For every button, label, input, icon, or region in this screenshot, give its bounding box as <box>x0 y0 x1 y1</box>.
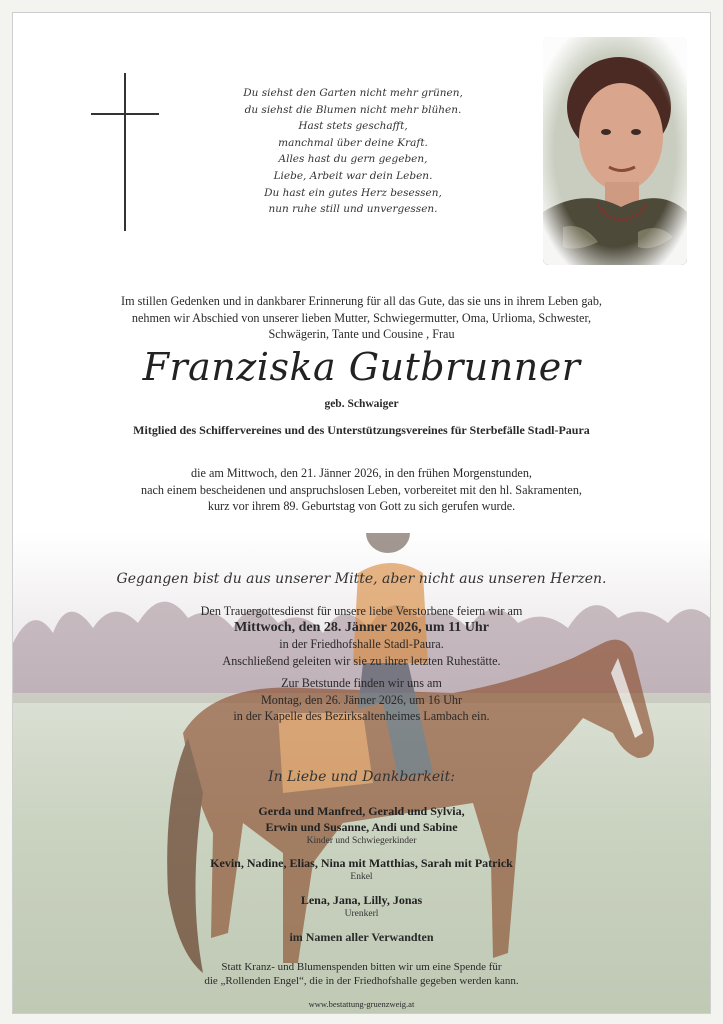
poem-line: Liebe, Arbeit war dein Leben. <box>273 169 433 182</box>
great-grandchildren-role: Urenkerl <box>344 909 379 919</box>
death-notice <box>53 465 670 515</box>
relatives-line: im Namen aller Verwandten <box>289 930 434 944</box>
service-after: Anschließend geleiten wir sie zu ihrer letzten Ruhestätte. <box>222 653 501 668</box>
donation-line: Statt Kranz- und Blumenspenden bitten wir um eine Spende für <box>221 961 502 973</box>
family-grandchildren <box>53 855 670 884</box>
prayer-date: Montag, den 26. Jänner 2026, um 16 Uhr <box>260 692 463 707</box>
poem-line: Du hast ein gutes Herz besessen, <box>264 186 442 199</box>
prayer-place: in der Kapelle des Bezirksaltenheimes Lambach ein. <box>233 709 490 723</box>
funeral-service <box>53 603 670 669</box>
portrait-photo <box>543 37 687 265</box>
intro-line: Im stillen Gedenken und in dankbarer Erinnerung für all das Gute, das sie uns in ihrem Leben gab, <box>121 294 602 308</box>
great-grandchildren-names: Lena, Jana, Lilly, Jonas <box>300 893 423 907</box>
family-great-grandchildren <box>53 892 670 921</box>
deceased-name: Franziska Gutbrunner <box>142 345 581 389</box>
service-date: Mittwoch, den 28. Jänner 2026, um 11 Uhr <box>234 619 489 635</box>
farewell-line: Gegangen bist du aus unserer Mitte, aber nicht aus unseren Herzen. <box>116 571 607 587</box>
membership: Mitglied des Schiffervereines und des Unterstützungsvereines für Sterbefälle Stadl-Paura <box>133 423 590 437</box>
poem-line: du siehst die Blumen nicht mehr blühen. <box>244 103 462 116</box>
poem-line: nun ruhe still und unvergessen. <box>268 203 438 216</box>
poem-line: Alles hast du gern gegeben, <box>278 153 428 166</box>
grandchildren-role: Enkel <box>350 872 373 882</box>
poem-line: Du siehst den Garten nicht mehr grünen, <box>243 87 463 99</box>
love-heading: In Liebe und Dankbarkeit: <box>268 769 455 785</box>
family-children <box>53 803 670 848</box>
website-link[interactable]: www.bestattung-gruenzweig.at <box>308 999 415 1009</box>
intro-text <box>53 293 670 343</box>
service-place: in der Friedhofshalle Stadl-Paura. <box>279 637 444 651</box>
donation-line: die „Rollenden Engel“, die in der Friedhofshalle gegeben werden kann. <box>204 975 519 987</box>
donation-note <box>53 960 670 988</box>
children-line: Gerda und Manfred, Gerald und Sylvia, <box>258 804 465 818</box>
maiden-name: geb. Schwaiger <box>324 398 399 410</box>
cross-icon <box>91 73 159 231</box>
children-role: Kinder und Schwiegerkinder <box>306 836 417 846</box>
intro-line: nehmen wir Abschied von unserer lieben Mutter, Schwiegermutter, Oma, Urlioma, Schwester, <box>131 310 592 325</box>
prayer-intro: Zur Betstunde finden wir uns am <box>281 676 442 690</box>
prayer-hour <box>53 675 670 725</box>
death-line: nach einem bescheidenen und anspruchslosen Leben, vorbereitet mit den hl. Sakramenten, <box>141 482 582 497</box>
grandchildren-names: Kevin, Nadine, Elias, Nina mit Matthias, Sarah mit Patrick <box>210 856 513 870</box>
obituary-page <box>12 12 711 1014</box>
poem-line: manchmal über deine Kraft. <box>278 136 428 149</box>
children-line: Erwin und Susanne, Andi und Sabine <box>265 820 458 834</box>
poem-line: Hast stets geschafft, <box>298 120 408 133</box>
death-line: die am Mittwoch, den 21. Jänner 2026, in den frühen Morgenstunden, <box>191 466 532 480</box>
intro-line: Schwägerin, Tante und Cousine , Frau <box>268 327 455 341</box>
poem <box>208 85 498 218</box>
service-intro: Den Trauergottesdienst für unsere liebe Verstorbene feiern wir am <box>200 604 523 618</box>
death-line: kurz vor ihrem 89. Geburtstag von Gott zu sich gerufen wurde. <box>207 499 516 513</box>
